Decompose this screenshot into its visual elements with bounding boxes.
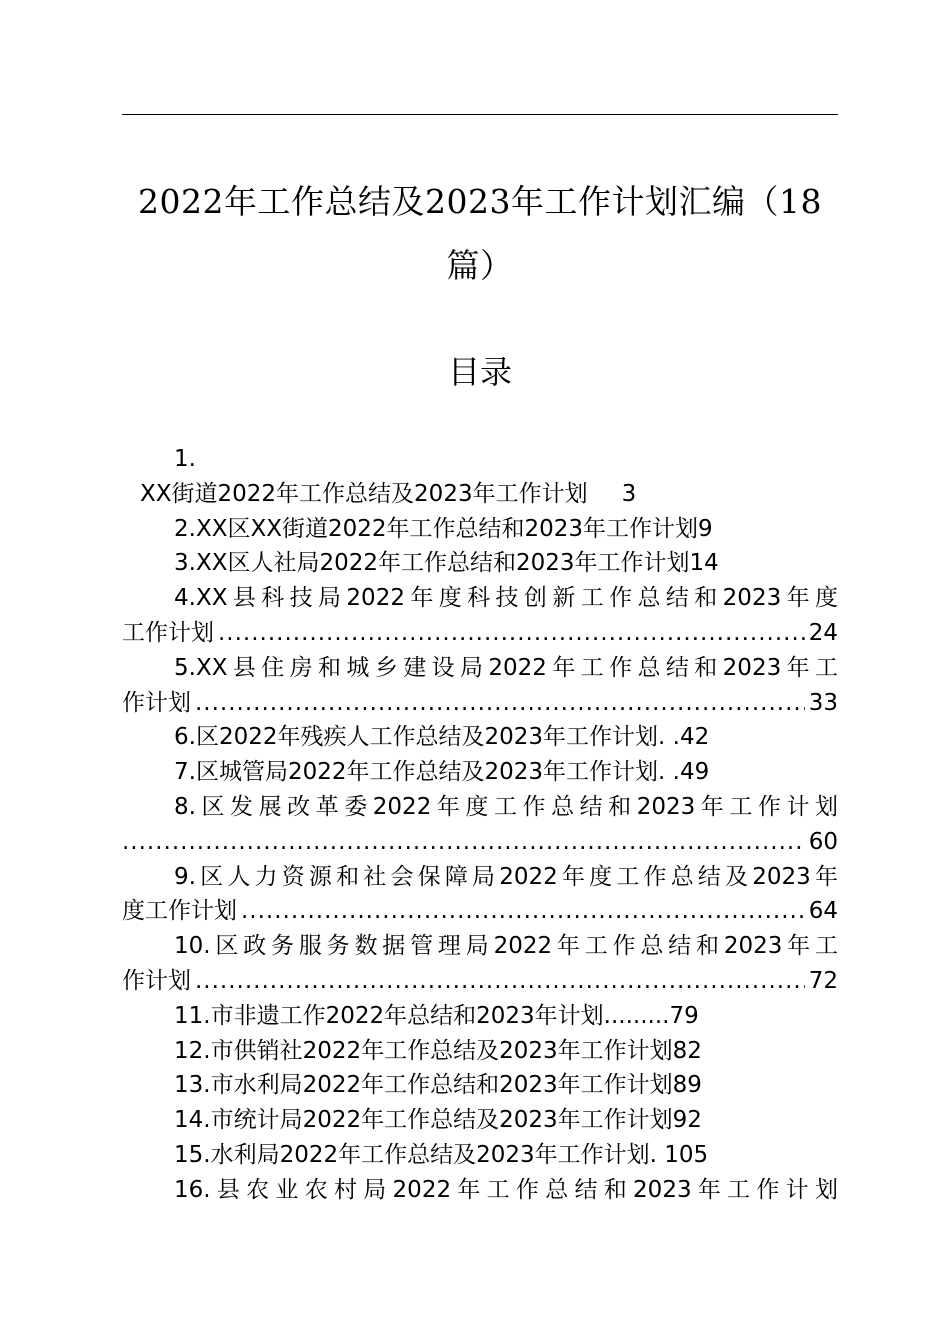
toc-entry-9[interactable] bbox=[122, 860, 838, 930]
toc-entry-line bbox=[122, 686, 838, 721]
toc-entry-line bbox=[122, 964, 838, 999]
toc-entry-13[interactable] bbox=[122, 1068, 838, 1103]
toc-entry-text: 3.XX区人社局2022年工作总结和2023年工作计划14 bbox=[174, 550, 719, 577]
toc-leader-dots bbox=[122, 825, 805, 860]
toc-entry-text: 15.水利局2022年工作总结及2023年工作计划. 105 bbox=[174, 1141, 709, 1168]
toc-entry-text: 13.市水利局2022年工作总结和2023年工作计划89 bbox=[174, 1072, 702, 1099]
toc-entry-text: 6.区2022年残疾人工作总结及2023年工作计划. .42 bbox=[174, 724, 710, 751]
toc-entry-text: 11.市非遗工作2022年总结和2023年计划.........79 bbox=[174, 1002, 699, 1029]
toc-leader-dots bbox=[218, 616, 805, 651]
toc-leader-dots bbox=[195, 686, 805, 721]
toc-entry-8[interactable] bbox=[122, 790, 838, 860]
toc-entry-page: 24 bbox=[808, 619, 838, 646]
toc-entry-16[interactable] bbox=[122, 1173, 838, 1208]
toc-entry-1[interactable] bbox=[122, 442, 838, 512]
toc-entry-text: 4.XX县科技局2022年度科技创新工作总结和2023年度 bbox=[174, 585, 838, 612]
toc-entry-text: 2.XX区XX街道2022年工作总结和2023年工作计划9 bbox=[174, 515, 713, 542]
toc-entry-text-cont: 作计划 bbox=[122, 689, 191, 716]
toc-entry-text: 5.XX县住房和城乡建设局2022年工作总结和2023年工 bbox=[174, 654, 838, 681]
toc-entry-text-cont: 度工作计划 bbox=[122, 898, 237, 925]
toc-entry-3[interactable] bbox=[122, 546, 838, 581]
toc-leader-dots bbox=[195, 964, 805, 999]
toc-entry-text: 14.市统计局2022年工作总结及2023年工作计划92 bbox=[174, 1107, 702, 1134]
toc-entry-line bbox=[122, 477, 838, 512]
toc-entry-text: 9.区人力资源和社会保障局2022年度工作总结及2023年 bbox=[174, 863, 838, 890]
toc-entry-11[interactable] bbox=[122, 999, 838, 1034]
title-line-2: 篇） bbox=[446, 246, 514, 285]
document-title bbox=[122, 170, 838, 298]
toc-leader-dots bbox=[241, 894, 805, 929]
toc-entry-5[interactable] bbox=[122, 651, 838, 721]
toc-entry-page: 64 bbox=[808, 898, 838, 925]
toc-entry-text-cont: 作计划 bbox=[122, 967, 191, 994]
toc-entry-text: 12.市供销社2022年工作总结及2023年工作计划82 bbox=[174, 1037, 702, 1064]
toc-entry-6[interactable] bbox=[122, 720, 838, 755]
toc-entry-line bbox=[122, 616, 838, 651]
toc-entry-page: 72 bbox=[808, 967, 838, 994]
toc-entry-line bbox=[122, 894, 838, 929]
toc-entry-14[interactable] bbox=[122, 1103, 838, 1138]
toc-entry-7[interactable] bbox=[122, 755, 838, 790]
toc-entry-10[interactable] bbox=[122, 929, 838, 999]
toc-entry-text: 10.区政务服务数据管理局2022年工作总结和2023年工 bbox=[174, 933, 838, 960]
toc-entry-text: 8.区发展改革委2022年度工作总结和2023年工作计划 bbox=[174, 793, 838, 820]
table-of-contents bbox=[122, 442, 838, 1208]
toc-heading: 目录 bbox=[447, 353, 512, 391]
toc-entry-line bbox=[122, 825, 838, 860]
toc-entry-number: 1. bbox=[174, 446, 196, 472]
title-line-1: 2022年工作总结及2023年工作计划汇编（18 bbox=[138, 182, 822, 221]
toc-entry-page: 60 bbox=[808, 828, 838, 855]
toc-entry-page: 3 bbox=[621, 480, 637, 507]
header-rule bbox=[122, 114, 838, 115]
toc-entry-4[interactable] bbox=[122, 581, 838, 651]
toc-entry-15[interactable] bbox=[122, 1138, 838, 1173]
toc-entry-2[interactable] bbox=[122, 512, 838, 547]
toc-entry-page: 33 bbox=[808, 689, 838, 716]
toc-entry-text: 16.县农业农村局2022年工作总结和2023年工作计划 bbox=[174, 1176, 838, 1203]
toc-entry-text-cont: 工作计划 bbox=[122, 619, 214, 646]
toc-entry-text: 7.区城管局2022年工作总结及2023年工作计划. .49 bbox=[174, 759, 710, 786]
toc-entry-text: XX街道2022年工作总结及2023年工作计划 bbox=[140, 480, 588, 507]
toc-entry-12[interactable] bbox=[122, 1034, 838, 1069]
